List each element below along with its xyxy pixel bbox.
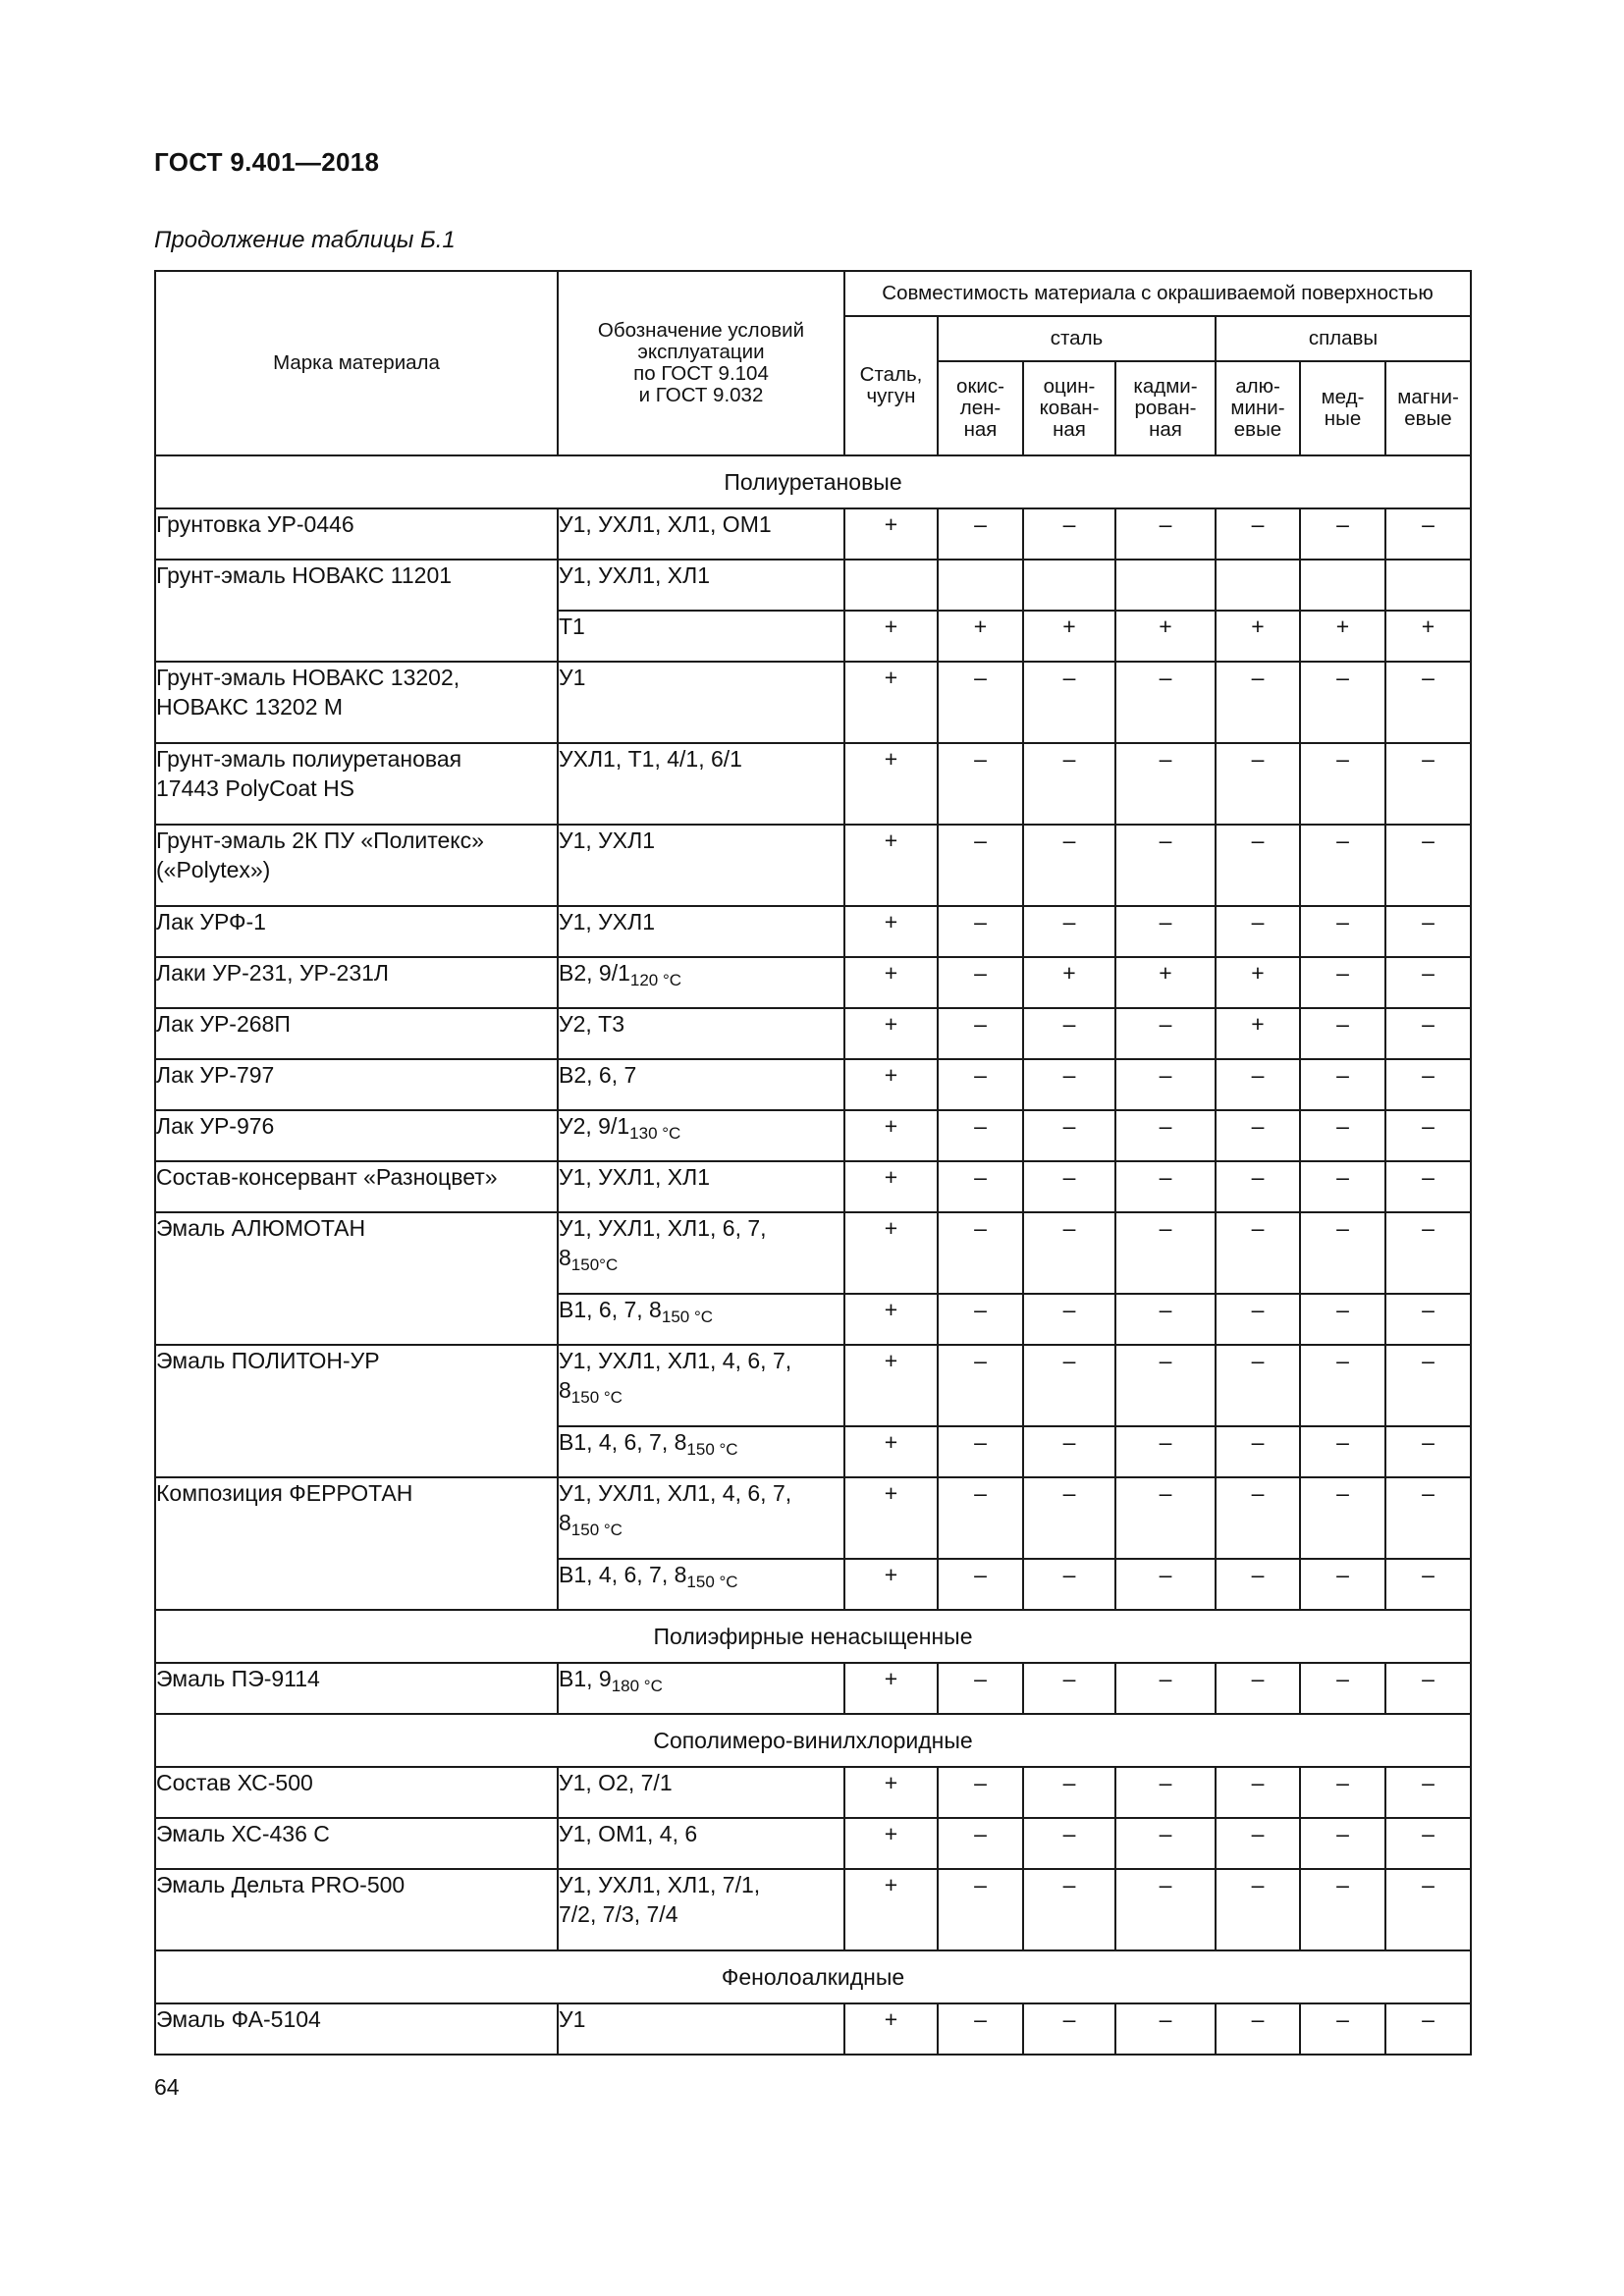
section-title: Полиуретановые xyxy=(155,455,1471,508)
compat-mark: + xyxy=(844,1663,938,1714)
compat-mark: – xyxy=(1300,957,1385,1008)
compat-mark: – xyxy=(1115,743,1216,825)
compat-mark: – xyxy=(1023,1663,1115,1714)
compat-mark: – xyxy=(1385,1426,1471,1477)
conditions-cell: У1, УХЛ1, ХЛ1 xyxy=(558,560,844,611)
compat-mark: – xyxy=(1216,1294,1300,1345)
compat-mark: – xyxy=(1115,1869,1216,1950)
compat-mark: – xyxy=(1385,1110,1471,1161)
compat-mark: – xyxy=(1216,1559,1300,1610)
compat-mark: + xyxy=(844,1426,938,1477)
compat-mark: – xyxy=(1115,1059,1216,1110)
compat-mark: – xyxy=(1216,1161,1300,1212)
material-name: Эмаль Дельта PRO-500 xyxy=(155,1869,558,1950)
compat-mark: – xyxy=(1300,1008,1385,1059)
material-name: Грунт-эмаль полиуретановая 17443 PolyCoat HS xyxy=(155,743,558,825)
compat-mark: – xyxy=(1300,1294,1385,1345)
conditions-cell: В1, 4, 6, 7, $8_{150 ^\circ С}$ xyxy=(558,1426,844,1477)
compat-mark: – xyxy=(1300,1161,1385,1212)
compat-mark: – xyxy=(938,1110,1023,1161)
compat-mark: – xyxy=(938,1477,1023,1559)
section-row xyxy=(155,1950,1471,2003)
conditions-cell: В1, 4, 6, 7, $8_{150 ^\circ С}$ xyxy=(558,1559,844,1610)
compat-mark: – xyxy=(1216,1212,1300,1294)
material-name: Эмаль ПОЛИТОН-УР xyxy=(155,1345,558,1477)
compat-mark: – xyxy=(1023,906,1115,957)
compat-mark: – xyxy=(1385,1818,1471,1869)
table-row xyxy=(155,906,1471,957)
header-steel-cast-iron: Сталь, чугун xyxy=(844,316,938,455)
compat-mark: + xyxy=(844,1059,938,1110)
compat-mark xyxy=(938,560,1023,611)
compat-mark: – xyxy=(1300,825,1385,906)
compat-mark: – xyxy=(1385,508,1471,560)
compat-mark: – xyxy=(1300,1345,1385,1426)
compat-mark: – xyxy=(938,1426,1023,1477)
table-header xyxy=(155,271,1471,455)
conditions-cell: У1 xyxy=(558,662,844,743)
material-name: Грунт-эмаль НОВАКС 11201 xyxy=(155,560,558,662)
table-row xyxy=(155,662,1471,743)
table-row xyxy=(155,1818,1471,1869)
compat-mark: + xyxy=(1216,1008,1300,1059)
compat-mark xyxy=(1300,560,1385,611)
compat-mark: – xyxy=(1300,1869,1385,1950)
compat-mark xyxy=(844,560,938,611)
table-row xyxy=(155,957,1471,1008)
compat-mark: – xyxy=(1385,825,1471,906)
conditions-cell: В2, $9/1_{120 ^\circ С}$ xyxy=(558,957,844,1008)
compat-mark: – xyxy=(1385,1559,1471,1610)
compat-mark: – xyxy=(1023,1161,1115,1212)
material-name: Эмаль ХС-436 С xyxy=(155,1818,558,1869)
compat-mark: – xyxy=(1385,1059,1471,1110)
compat-mark: – xyxy=(938,2003,1023,2055)
compat-mark: – xyxy=(938,508,1023,560)
compat-mark: – xyxy=(1300,906,1385,957)
header-aluminum: алю- мини- евые xyxy=(1216,361,1300,455)
compat-mark: – xyxy=(1216,906,1300,957)
compat-mark: – xyxy=(1216,508,1300,560)
compat-mark: – xyxy=(1023,2003,1115,2055)
header-copper: мед- ные xyxy=(1300,361,1385,455)
compat-mark: – xyxy=(1216,2003,1300,2055)
table-row xyxy=(155,1110,1471,1161)
compat-mark xyxy=(1115,560,1216,611)
conditions-cell: В2, 6, 7 xyxy=(558,1059,844,1110)
header-compatibility: Совместимость материала с окрашиваемой поверхностью xyxy=(844,271,1471,316)
compat-mark: – xyxy=(1216,1767,1300,1818)
compat-mark: + xyxy=(1115,611,1216,662)
compat-mark: – xyxy=(1023,1110,1115,1161)
section-row xyxy=(155,1714,1471,1767)
compat-mark: + xyxy=(1216,957,1300,1008)
compat-mark: + xyxy=(844,1345,938,1426)
conditions-cell: У2, Т3 xyxy=(558,1008,844,1059)
compat-mark: – xyxy=(1115,1212,1216,1294)
compat-mark xyxy=(1216,560,1300,611)
compat-mark: + xyxy=(844,1294,938,1345)
compat-mark: – xyxy=(1216,1818,1300,1869)
conditions-cell: У1, УХЛ1, ХЛ1, 6, 7, $8_{150^\circ С}$ xyxy=(558,1212,844,1294)
compat-mark: + xyxy=(844,2003,938,2055)
compat-mark: – xyxy=(1385,1869,1471,1950)
compat-mark: + xyxy=(844,1212,938,1294)
compat-mark: – xyxy=(1385,662,1471,743)
compat-mark: – xyxy=(1115,906,1216,957)
compat-mark: – xyxy=(1023,1294,1115,1345)
compat-mark: – xyxy=(938,1008,1023,1059)
compat-mark: – xyxy=(938,743,1023,825)
conditions-cell: У1, ОМ1, 4, 6 xyxy=(558,1818,844,1869)
compat-mark: – xyxy=(1023,508,1115,560)
compat-mark: – xyxy=(1023,1008,1115,1059)
compat-mark: – xyxy=(1115,1294,1216,1345)
section-row xyxy=(155,1610,1471,1663)
compat-mark: – xyxy=(1385,1008,1471,1059)
compat-mark: – xyxy=(938,1294,1023,1345)
compat-mark: + xyxy=(844,1767,938,1818)
header-oxidized: окис- лен- ная xyxy=(938,361,1023,455)
compat-mark: – xyxy=(938,906,1023,957)
conditions-cell: У2, $9/1_{130 ^\circ С}$ xyxy=(558,1110,844,1161)
compat-mark: – xyxy=(1385,1345,1471,1426)
compat-mark: – xyxy=(1216,662,1300,743)
compat-mark: – xyxy=(1115,825,1216,906)
compat-mark: – xyxy=(1115,1008,1216,1059)
compat-mark: – xyxy=(938,1559,1023,1610)
compat-mark: – xyxy=(938,1663,1023,1714)
compat-mark: + xyxy=(844,662,938,743)
conditions-cell: У1, О2, 7/1 xyxy=(558,1767,844,1818)
compat-mark: – xyxy=(1216,1059,1300,1110)
header-galvanized: оцин- кован- ная xyxy=(1023,361,1115,455)
conditions-cell: У1, УХЛ1, ХЛ1 xyxy=(558,1161,844,1212)
compat-mark xyxy=(1023,560,1115,611)
header-conditions: Обозначение условий эксплуатации по ГОСТ 9.104 и ГОСТ 9.032 xyxy=(558,271,844,455)
compat-mark: – xyxy=(1216,1345,1300,1426)
compat-mark: – xyxy=(1300,508,1385,560)
material-name: Грунт-эмаль 2К ПУ «Политекс» («Polytex») xyxy=(155,825,558,906)
compat-mark: + xyxy=(1115,957,1216,1008)
compat-mark: – xyxy=(1300,1059,1385,1110)
compat-mark: + xyxy=(844,1161,938,1212)
compat-mark: + xyxy=(1216,611,1300,662)
compat-mark: – xyxy=(1300,1818,1385,1869)
compat-mark: – xyxy=(1023,1477,1115,1559)
header-material: Марка материала xyxy=(155,271,558,455)
compat-mark: – xyxy=(1385,1477,1471,1559)
compat-mark: – xyxy=(1023,1818,1115,1869)
material-name: Эмаль АЛЮМОТАН xyxy=(155,1212,558,1345)
compat-mark: – xyxy=(1300,1559,1385,1610)
table-row xyxy=(155,1869,1471,1950)
compat-mark: – xyxy=(1115,1426,1216,1477)
conditions-cell: У1, УХЛ1, ХЛ1, 4, 6, 7, $8_{150 ^\circ С}$ xyxy=(558,1345,844,1426)
compat-mark: – xyxy=(938,1161,1023,1212)
compatibility-table xyxy=(154,270,1472,2056)
compat-mark: – xyxy=(1300,662,1385,743)
table-body xyxy=(155,455,1471,2055)
compat-mark: – xyxy=(1115,508,1216,560)
compat-mark: – xyxy=(1385,1663,1471,1714)
compat-mark: – xyxy=(1385,957,1471,1008)
compat-mark: + xyxy=(1385,611,1471,662)
section-row xyxy=(155,455,1471,508)
table-row xyxy=(155,825,1471,906)
compat-mark: – xyxy=(1300,1426,1385,1477)
compat-mark: – xyxy=(938,1767,1023,1818)
table-row xyxy=(155,508,1471,560)
compat-mark: – xyxy=(1023,1767,1115,1818)
compat-mark: – xyxy=(1300,1477,1385,1559)
material-name: Эмаль ФА-5104 xyxy=(155,2003,558,2055)
compat-mark: + xyxy=(1300,611,1385,662)
compat-mark: – xyxy=(1216,1869,1300,1950)
compat-mark: – xyxy=(1115,1818,1216,1869)
compat-mark: – xyxy=(938,1212,1023,1294)
compat-mark: – xyxy=(1023,1345,1115,1426)
compat-mark: – xyxy=(938,957,1023,1008)
compat-mark: – xyxy=(1300,1110,1385,1161)
compat-mark: – xyxy=(1216,825,1300,906)
compat-mark: – xyxy=(1385,1767,1471,1818)
compat-mark: – xyxy=(1115,1767,1216,1818)
conditions-cell: У1 xyxy=(558,2003,844,2055)
material-name: Композиция ФЕРРОТАН xyxy=(155,1477,558,1610)
compat-mark: – xyxy=(1023,1426,1115,1477)
conditions-cell: У1, УХЛ1 xyxy=(558,825,844,906)
material-name: Лак УР-797 xyxy=(155,1059,558,1110)
header-magnesium: магни- евые xyxy=(1385,361,1471,455)
compat-mark: – xyxy=(1385,1161,1471,1212)
compat-mark: – xyxy=(1216,743,1300,825)
table-row xyxy=(155,743,1471,825)
section-title: Сополимеро-винилхлоридные xyxy=(155,1714,1471,1767)
compat-mark: + xyxy=(844,957,938,1008)
compat-mark: – xyxy=(1216,1110,1300,1161)
conditions-cell: У1, УХЛ1, ХЛ1, ОМ1 xyxy=(558,508,844,560)
compat-mark: – xyxy=(1300,1663,1385,1714)
table-row xyxy=(155,1477,1471,1559)
compat-mark: – xyxy=(1023,662,1115,743)
section-title: Полиэфирные ненасыщенные xyxy=(155,1610,1471,1663)
table-row xyxy=(155,1008,1471,1059)
compat-mark: – xyxy=(938,1869,1023,1950)
table-row xyxy=(155,1059,1471,1110)
compat-mark: – xyxy=(938,825,1023,906)
header-alloys-group: сплавы xyxy=(1216,316,1471,361)
compat-mark: – xyxy=(1023,743,1115,825)
table-row xyxy=(155,2003,1471,2055)
table-row xyxy=(155,1345,1471,1426)
compat-mark: – xyxy=(1385,1212,1471,1294)
compat-mark: – xyxy=(1115,2003,1216,2055)
conditions-cell: У1, УХЛ1, ХЛ1, 4, 6, 7, $8_{150 ^\circ С}$ xyxy=(558,1477,844,1559)
compat-mark: + xyxy=(844,508,938,560)
compat-mark: – xyxy=(938,1059,1023,1110)
compat-mark: + xyxy=(938,611,1023,662)
section-title: Фенолоалкидные xyxy=(155,1950,1471,2003)
header-steel-group: сталь xyxy=(938,316,1216,361)
table-row xyxy=(155,1767,1471,1818)
compat-mark: – xyxy=(1115,1110,1216,1161)
material-name: Грунтовка УР-0446 xyxy=(155,508,558,560)
compat-mark: – xyxy=(1216,1426,1300,1477)
compat-mark: – xyxy=(1115,1663,1216,1714)
material-name: Состав ХС-500 xyxy=(155,1767,558,1818)
conditions-cell: УХЛ1, Т1, 4/1, 6/1 xyxy=(558,743,844,825)
compat-mark: – xyxy=(1216,1477,1300,1559)
page-number: 64 xyxy=(154,2074,180,2100)
compat-mark: + xyxy=(844,611,938,662)
compat-mark: + xyxy=(844,1869,938,1950)
compat-mark: – xyxy=(1115,1161,1216,1212)
compat-mark: – xyxy=(1023,1212,1115,1294)
compat-mark: – xyxy=(938,1345,1023,1426)
compat-mark: + xyxy=(844,1110,938,1161)
compat-mark: – xyxy=(1385,743,1471,825)
document-code: ГОСТ 9.401—2018 xyxy=(154,147,380,177)
table-row xyxy=(155,560,1471,611)
compat-mark: – xyxy=(1385,2003,1471,2055)
compat-mark: – xyxy=(1115,662,1216,743)
compat-mark: – xyxy=(1115,1559,1216,1610)
compat-mark: – xyxy=(1023,1559,1115,1610)
table-row xyxy=(155,1212,1471,1294)
compat-mark: + xyxy=(844,825,938,906)
material-name: Грунт-эмаль НОВАКС 13202, НОВАКС 13202 М xyxy=(155,662,558,743)
table-caption: Продолжение таблицы Б.1 xyxy=(154,227,456,253)
compat-mark: + xyxy=(1023,611,1115,662)
conditions-cell: У1, УХЛ1, ХЛ1, 7/1, 7/2, 7/3, 7/4 xyxy=(558,1869,844,1950)
conditions-cell: У1, УХЛ1 xyxy=(558,906,844,957)
conditions-cell: В1, 6, 7, $8_{150 ^\circ С}$ xyxy=(558,1294,844,1345)
compat-mark: – xyxy=(1385,906,1471,957)
compat-mark: – xyxy=(1300,2003,1385,2055)
compat-mark: – xyxy=(1300,1767,1385,1818)
compat-mark: + xyxy=(844,1477,938,1559)
compat-mark: + xyxy=(844,1559,938,1610)
compat-mark: – xyxy=(1216,1663,1300,1714)
compat-mark: – xyxy=(1300,743,1385,825)
compat-mark: – xyxy=(938,1818,1023,1869)
compat-mark: – xyxy=(1023,1869,1115,1950)
compat-mark: – xyxy=(1023,1059,1115,1110)
compat-mark: + xyxy=(844,743,938,825)
header-cadmium: кадми- рован- ная xyxy=(1115,361,1216,455)
material-name: Лаки УР-231, УР-231Л xyxy=(155,957,558,1008)
compat-mark: – xyxy=(938,662,1023,743)
material-name: Лак УР-976 xyxy=(155,1110,558,1161)
material-name: Состав-консервант «Разноцвет» xyxy=(155,1161,558,1212)
compat-mark xyxy=(1385,560,1471,611)
compat-mark: – xyxy=(1115,1345,1216,1426)
compat-mark: + xyxy=(844,1818,938,1869)
compat-mark: – xyxy=(1300,1212,1385,1294)
conditions-cell: Т1 xyxy=(558,611,844,662)
compat-mark: + xyxy=(844,1008,938,1059)
table-row xyxy=(155,1161,1471,1212)
material-name: Лак УРФ-1 xyxy=(155,906,558,957)
table-row xyxy=(155,1663,1471,1714)
material-name: Лак УР-268П xyxy=(155,1008,558,1059)
compat-mark: – xyxy=(1023,825,1115,906)
compat-mark: – xyxy=(1115,1477,1216,1559)
compat-mark: – xyxy=(1385,1294,1471,1345)
material-name: Эмаль ПЭ-9114 xyxy=(155,1663,558,1714)
conditions-cell: В1, $9_{180 ^\circ С}$ xyxy=(558,1663,844,1714)
compat-mark: + xyxy=(1023,957,1115,1008)
compat-mark: + xyxy=(844,906,938,957)
